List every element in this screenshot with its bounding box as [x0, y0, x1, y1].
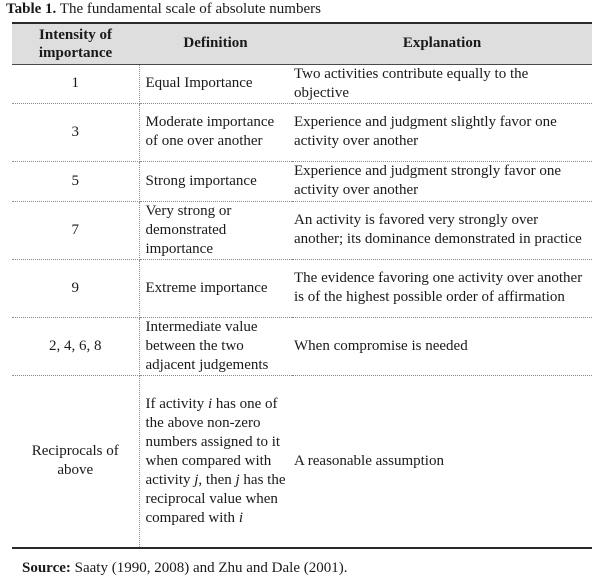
scale-table-wrapper — [12, 22, 592, 549]
source-text: Saaty (1990, 2008) and Zhu and Dale (2001). — [70, 560, 348, 576]
header-definition: Definition — [139, 23, 292, 64]
table-row — [12, 375, 592, 548]
explanation-cell: The evidence favoring one activity over another is of the highest possible order of affirmation — [292, 259, 592, 317]
variable-i: i — [207, 395, 213, 412]
definition-cell: Extreme importance — [139, 259, 292, 317]
header-row — [12, 23, 592, 64]
explanation-cell: Two activities contribute equally to the objective — [292, 64, 592, 103]
intensity-cell: 7 — [12, 201, 139, 259]
caption-label: Table 1. — [6, 1, 57, 17]
source-label: Source: — [22, 560, 71, 576]
intensity-cell: 9 — [12, 259, 139, 317]
table-header — [12, 23, 592, 64]
table-row — [12, 161, 592, 201]
definition-cell: Equal Importance — [139, 64, 292, 103]
intensity-cell: 5 — [12, 161, 139, 201]
table-row — [12, 201, 592, 259]
table-body — [12, 64, 592, 548]
intensity-cell: Reciprocals of above — [12, 375, 139, 548]
source-note — [22, 559, 348, 578]
explanation-cell: Experience and judgment strongly favor one activity over another — [292, 161, 592, 201]
scale-table — [12, 22, 592, 549]
variable-j: j — [235, 471, 240, 488]
explanation-cell: An activity is favored very strongly over another; its dominance demonstrated in practice — [292, 201, 592, 259]
definition-text: has the reciprocal value when compared with — [145, 471, 286, 526]
definition-cell: Intermediate value between the two adjacent judgements — [139, 317, 292, 375]
definition-cell — [139, 375, 292, 548]
definition-text: , then — [198, 471, 236, 488]
explanation-cell: When compromise is needed — [292, 317, 592, 375]
table-row — [12, 317, 592, 375]
table-row — [12, 103, 592, 161]
table-caption — [6, 0, 321, 19]
table-row — [12, 64, 592, 103]
intensity-cell: 1 — [12, 64, 139, 103]
intensity-cell: 2, 4, 6, 8 — [12, 317, 139, 375]
definition-text: has one of the above non-zero numbers assigned to it when compared with activity — [145, 395, 281, 488]
table-row — [12, 259, 592, 317]
definition-cell: Strong importance — [139, 161, 292, 201]
explanation-cell: A reasonable assumption — [292, 375, 592, 548]
header-intensity: Intensity of importance — [12, 23, 139, 64]
caption-text: The fundamental scale of absolute numbers — [59, 1, 321, 17]
definition-cell: Moderate importance of one over another — [139, 103, 292, 161]
variable-j: j — [194, 471, 199, 488]
explanation-cell: Experience and judgment slightly favor one activity over another — [292, 103, 592, 161]
definition-text: If activity — [145, 395, 208, 412]
definition-cell: Very strong or demonstrated importance — [139, 201, 292, 259]
header-explanation: Explanation — [292, 23, 592, 64]
variable-i: i — [238, 509, 243, 526]
intensity-cell: 3 — [12, 103, 139, 161]
